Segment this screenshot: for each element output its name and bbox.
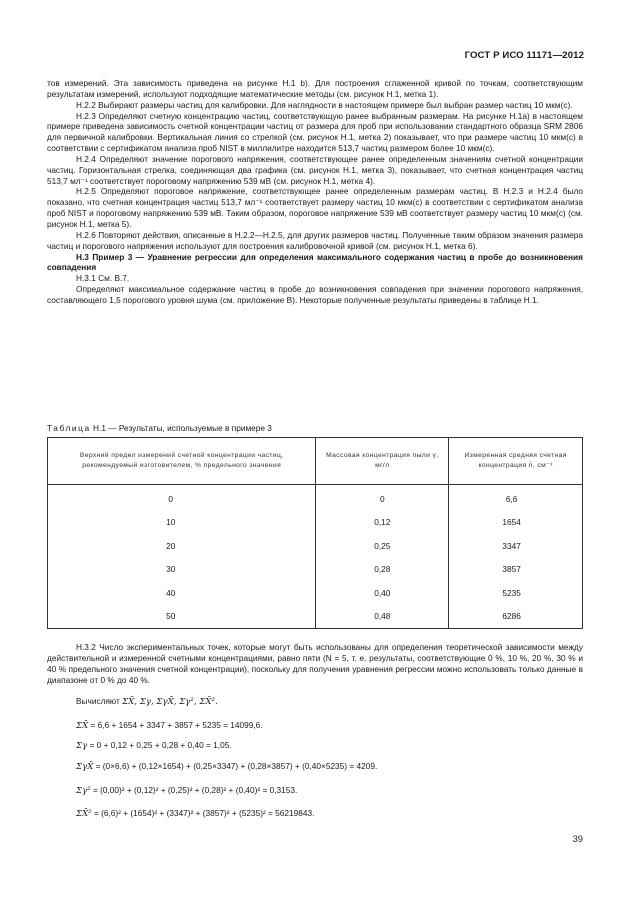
table-header-row	[48, 438, 583, 485]
table-cell: 50	[48, 605, 316, 629]
compute-line	[76, 696, 218, 707]
table-cell: 6286	[449, 605, 583, 629]
table-cell: 30	[48, 558, 316, 582]
equation-lhs: ΣX̄²	[76, 809, 92, 819]
paragraph: Н.2.5 Определяют пороговое напряжение, соответствующее ранее определенным размерам частиц. В Н.2.3 и Н.2.4 было показано, что счетная концентрация частиц 513,7 мл⁻¹ соответствует размеру частиц 10 мкм(с) в соответствии с сертификатом анализа проб NIST и пороговому напряжению 539 мВ. Таким образом, пороговое напряжение 539 мВ соответствует размеру частиц 10 мкм(с) (см. рисунок Н.1, метка 5).	[47, 186, 583, 229]
equation-lhs: ΣγX̄	[76, 762, 94, 772]
table-cell: 0	[316, 485, 449, 511]
table-caption-prefix: Таблица	[47, 423, 91, 433]
table-cell: 3857	[449, 558, 583, 582]
equation-rhs: = (0,00)² + (0,12)² + (0,25)² + (0,28)² + (0,40)² = 0,3153.	[90, 785, 298, 795]
equation-lhs: ΣX̄	[76, 721, 89, 731]
table-caption-title: Н.1 — Результаты, используемые в примере 3	[90, 423, 272, 433]
table-row	[48, 605, 583, 629]
column-header-mass-concentration: Массовая концентрация пыли γ, мг/л	[316, 438, 449, 485]
table-cell: 0,25	[316, 534, 449, 558]
table-cell: 0	[48, 485, 316, 511]
results-table	[47, 437, 583, 629]
paragraph: Н.2.3 Определяют счетную концентрацию частиц, соответствующую ранее выбранным размерам. На рисунке Н.1а) в настоящем примере приведена зависимость счетной концентрации частиц от размера для проб при использовании стандартного образца SRM 2806 для первичной калибровки. Вертикальная линия со стрелкой (см. рисунок Н.1, метка 2) показывает, что при размере частиц 10 мкм(с) в соответствии с сертификатом анализа проб NIST в миллилитре находится 513,7 частиц размером более 10 мкм(с).	[47, 110, 583, 154]
table-cell: 5235	[449, 581, 583, 605]
body-text-continued	[47, 642, 583, 685]
equation-rhs: = 6,6 + 1654 + 3347 + 3857 + 5235 = 14099,6.	[88, 720, 263, 730]
equation	[76, 808, 314, 819]
paragraph: Н.2.4 Определяют значение порогового напряжения, соответствующее ранее определенным значениям счетной концентрации частиц. Горизонтальная стрелка, соединяющая два графика (см. рисунок Н.1, метка 3), показывает, что счетная концентрация частиц 513,7 мл⁻¹ соответствует пороговому напряжению 539 мВ (см. рисунок Н.1, метка 4).	[47, 153, 583, 186]
table-caption	[47, 423, 272, 433]
table-row	[48, 558, 583, 582]
standard-header: ГОСТ Р ИСО 11171—2012	[464, 50, 584, 61]
paragraph: тов измерений. Эта зависимость приведена на рисунке Н.1 b). Для построения сглаженной кривой по точкам, соответствующим результатам измерений, используют подходящие математические методы (см. рисунок Н.1, метка 1).	[47, 78, 583, 99]
paragraph: Н.2.2 Выбирают размеры частиц для калибровки. Для наглядности в настоящем примере был выбран размер частиц 10 мкм(с).	[76, 99, 573, 110]
table-cell: 40	[48, 581, 316, 605]
table-row	[48, 581, 583, 605]
equation	[76, 785, 297, 796]
table-row	[48, 511, 583, 535]
table-cell: 0,48	[316, 605, 449, 629]
table-row	[48, 485, 583, 511]
paragraph: Н.3.1 См. В.7.	[76, 273, 130, 284]
table-cell: 0,12	[316, 511, 449, 535]
table-cell: 0,28	[316, 558, 449, 582]
section-heading: Н.3 Пример 3 — Уравнение регрессии для определения максимального содержания частиц в пробе до возникновения совпадения	[47, 251, 583, 273]
equation-rhs: = (0×6,6) + (0,12×1654) + (0,25×3347) + (0,28×3857) + (0,40×5235) = 4209.	[93, 761, 378, 771]
equation-rhs: = (6,6)² + (1654)² + (3347)² + (3857)² + (5235)² = 56219843.	[91, 808, 315, 818]
table-cell: 3347	[449, 534, 583, 558]
table-cell: 10	[48, 511, 316, 535]
page-number: 39	[572, 833, 583, 844]
equation	[76, 740, 232, 751]
equation	[76, 761, 377, 772]
body-text	[47, 78, 583, 306]
compute-list: ΣX̄, Σγ, ΣγX̄, Σγ², ΣX̄².	[122, 697, 218, 707]
equation	[76, 720, 263, 731]
paragraph: Н.2.6 Повторяют действия, описанные в Н.2.2—Н.2.5, для других размеров частиц. Полученные таким образом значения размера частиц и порогового напряжения используют для построения калибровочной кривой (см. рисунок Н.1, метка 6).	[47, 229, 583, 251]
table-cell: 1654	[449, 511, 583, 535]
column-header-mean-count: Измеренная средняя счетная концентрация n̄, см⁻³	[449, 438, 583, 485]
table-cell: 20	[48, 534, 316, 558]
equation-lhs: Σγ²	[76, 786, 91, 796]
equation-rhs: = 0 + 0,12 + 0,25 + 0,28 + 0,40 = 1,05.	[87, 740, 232, 750]
compute-label: Вычисляют	[76, 696, 120, 706]
paragraph: Н.3.2 Число экспериментальных точек, которые могут быть использованы для определения теоретической зависимости между действительной и измеренной счетными концентрациями, равно пяти (N = 5, т. е. результаты, соответствующие 0 %, 10 %, 20 %, 30 % и 40 % предельного значения счетной концентрации), поскольку для получения уравнения регрессии можно использовать только данные в диапазоне от 0 % до 40 %.	[47, 642, 583, 685]
table-cell: 6,6	[449, 485, 583, 511]
column-header-upper-limit: Верхний предел измерений счетной концентрации частиц, рекомендуемый изготовителем, % предельного значения	[48, 438, 316, 485]
table-row	[48, 534, 583, 558]
table-cell: 0,40	[316, 581, 449, 605]
paragraph: Определяют максимальное содержание частиц в пробе до возникновения совпадения при значении порогового напряжения, составляющего 1,5 порогового уровня шума (см. приложение В). Некоторые полученные результаты приведены в таблице Н.1.	[47, 284, 583, 305]
equation-lhs: Σγ	[76, 741, 88, 751]
